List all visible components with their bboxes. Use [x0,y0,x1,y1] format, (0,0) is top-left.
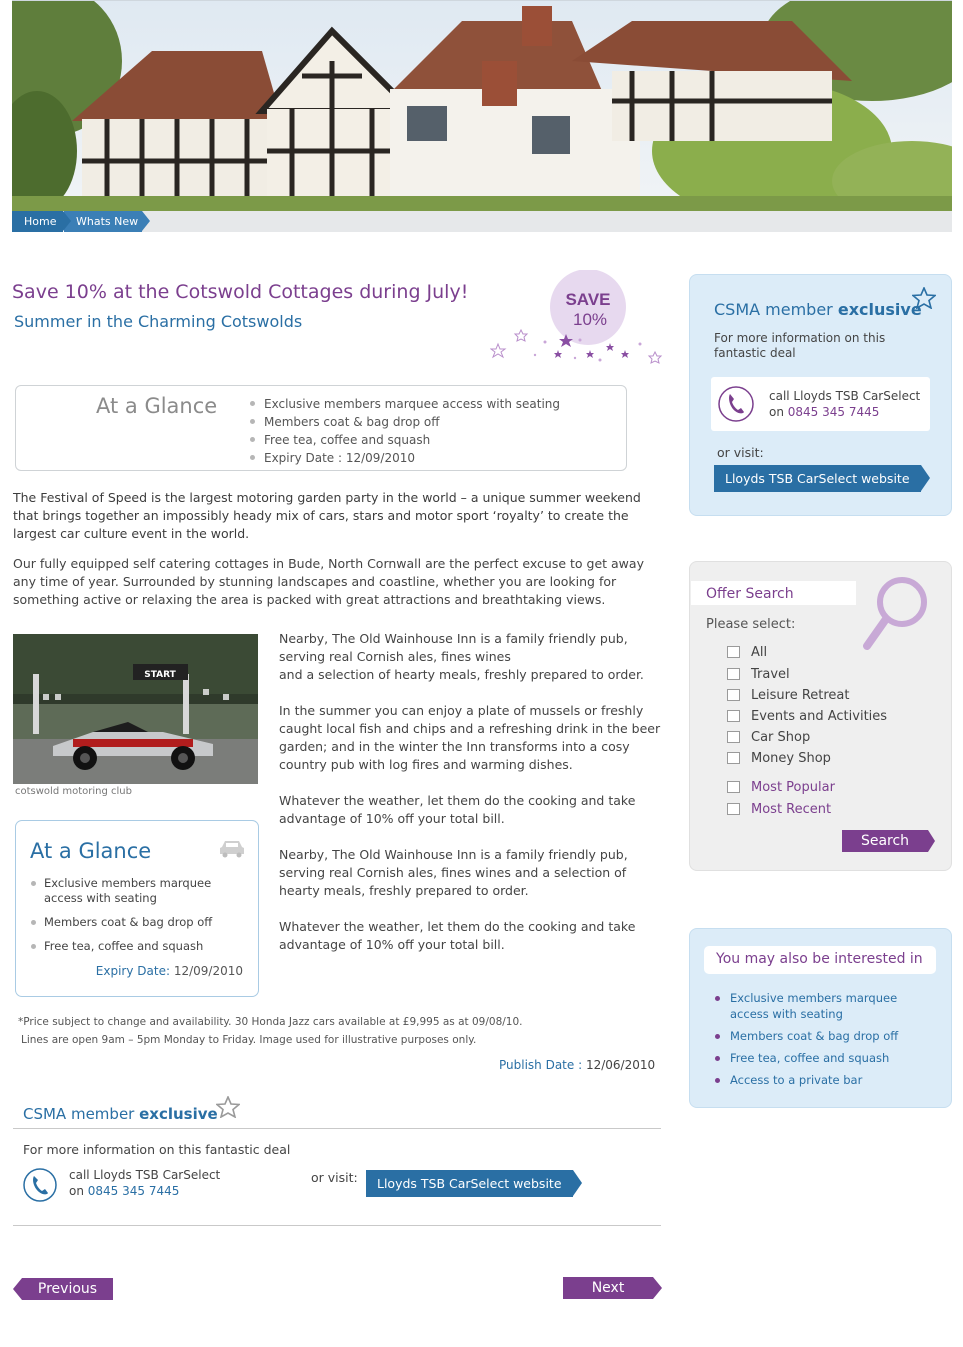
call-text: call Lloyds TSB CarSelect [769,389,921,403]
body-paragraph: Our fully equipped self catering cottages in Bude, North Cornwall are the perfect excuse to get away any time of year. Surrounded by stunning landscapes and coastline, whether you are looking for something active or relaxing the area is packed with great attractions and breathtaking views. [13,556,644,607]
related-offer-link[interactable]: Access to a private bar [714,1072,939,1088]
star-icon[interactable] [912,287,936,313]
race-car-photo [13,634,258,784]
magnifier-icon [862,572,932,656]
related-offer-link[interactable]: Exclusive members marquee access with seating [714,990,939,1022]
option-label: Money Shop [751,751,831,766]
related-offers-panel [689,928,952,1108]
option-label: Leisure Retreat [751,688,850,703]
checkbox[interactable] [727,752,740,764]
checkbox[interactable] [727,668,740,680]
option-label: Travel [751,667,790,682]
at-a-glance-list [248,395,560,467]
expiry-value: 12/09/2010 [173,964,243,978]
call-text: call Lloyds TSB CarSelect [69,1168,221,1182]
hero-image [12,0,952,211]
checkbox[interactable] [727,731,740,743]
checkbox[interactable] [727,646,740,658]
exclusive-title [23,1105,218,1123]
website-button[interactable]: Lloyds TSB CarSelect website [366,1170,573,1197]
footnote-line: Lines are open 9am – 5pm Monday to Friday. Image used for illustrative purposes only. [21,1034,477,1046]
related-offers-list [714,990,939,1094]
column-paragraph: In the summer you can enjoy a plate of mussels or freshly caught local fish and chips and a refreshing drink in the beer garden; and in the winter the Inn transforms into a cosy country pub with log fires and warming dishes. [279,703,661,772]
column-paragraph: Nearby, The Old Wainhouse Inn is a family friendly pub, serving real Cornish ales, fines wines and a selection of hearty meals, freshly prepared to order. [279,847,628,898]
save-badge [490,270,665,370]
list-item: Free tea, coffee and squash [30,939,250,954]
breadcrumb-home-link[interactable]: Home [12,211,64,232]
offer-search-panel [689,561,952,871]
breadcrumb [12,211,952,232]
list-item: Exclusive members marquee access with seating [30,876,250,906]
phone-number[interactable]: 0845 345 7445 [87,1184,180,1198]
badge-line2: 10% [572,310,608,329]
checkbox[interactable] [727,710,740,722]
or-visit-label: or visit: [717,445,764,460]
option-label: Most Popular [751,780,835,795]
related-offer-link[interactable]: Free tea, coffee and squash [714,1050,939,1066]
column-paragraph [279,630,669,684]
column-text: and a selection of hearty meals, freshly prepared to order. [279,667,644,682]
or-visit-label: or visit: [311,1170,358,1185]
exclusive-panel-title [714,300,922,319]
column-paragraph: Whatever the weather, let them do the cooking and take advantage of 10% off your total bill. [279,919,636,952]
car-icon [218,838,246,862]
breadcrumb-current[interactable]: Whats New [64,211,142,232]
checkbox[interactable] [727,781,740,793]
list-item: Free tea, coffee and squash [248,431,560,449]
divider [13,1128,661,1129]
call-info [769,388,920,420]
exclusive-title-bold: exclusive [837,300,922,319]
exclusive-title-prefix: CSMA member [23,1105,135,1123]
option-label: Most Recent [751,802,832,817]
phone-number[interactable]: 0845 345 7445 [787,405,880,419]
star-icon[interactable] [216,1096,240,1122]
phone-icon [22,1167,58,1207]
related-offers-title: You may also be interested in [716,951,923,967]
checkbox[interactable] [727,803,740,815]
publish-date [499,1058,655,1072]
call-on-text: on [769,405,784,419]
option-label: Car Shop [751,730,811,745]
list-item: Members coat & bag drop off [30,915,250,930]
call-info [69,1167,220,1199]
badge-line1: SAVE [565,290,611,309]
start-sign: START [144,670,176,680]
photo-caption: cotswold motoring club [15,786,132,797]
intro-paragraph: The Festival of Speed is the largest motoring garden party in the world – a unique summer weekend that brings together an impossibly heady mix of cars, stars and motor sport ‘royalty’ to create the largest car culture event in the world. [13,490,641,541]
exclusive-title-bold: exclusive [139,1105,218,1123]
exclusive-info: For more information on this fantastic deal [23,1142,291,1157]
expiry-label: Expiry Date: [95,964,170,978]
call-on-text: on [69,1184,84,1198]
call-box [711,377,930,431]
option-label: All [751,645,768,660]
at-a-glance-card-list [30,876,250,963]
column-text: Nearby, The Old Wainhouse Inn is a family friendly pub, serving real Cornish ales, fines wines [279,631,628,664]
list-item: Exclusive members marquee access with seating [248,395,560,413]
article-column [279,630,669,972]
offer-search-title: Offer Search [706,586,794,602]
expiry-date [96,964,243,978]
page-title: Save 10% at the Cotswold Cottages during July! [12,281,469,303]
at-a-glance-title: At a Glance [96,394,218,418]
publish-value: 12/06/2010 [585,1058,656,1072]
column-paragraph: Whatever the weather, let them do the cooking and take advantage of 10% off your total bill. [279,793,636,826]
option-label: Events and Activities [751,709,888,724]
footnote-line: *Price subject to change and availability. 30 Honda Jazz cars available at £9,995 as at 09/08/10. [18,1016,523,1028]
search-button[interactable]: Search [842,830,928,852]
exclusive-panel-info: For more information on this fantastic deal [714,331,886,360]
list-item: Expiry Date : 12/09/2010 [248,449,560,467]
at-a-glance-card-title: At a Glance [30,839,152,863]
previous-button[interactable]: Previous [22,1278,113,1300]
website-button[interactable]: Lloyds TSB CarSelect website [714,465,921,492]
list-item: Members coat & bag drop off [248,413,560,431]
offer-search-prompt: Please select: [706,617,796,632]
exclusive-panel [689,274,952,516]
phone-icon [717,384,755,428]
page-subtitle: Summer in the Charming Cotswolds [14,312,303,331]
checkbox[interactable] [727,689,740,701]
at-a-glance-card [15,820,259,997]
footnote [18,1013,522,1049]
related-offer-link[interactable]: Members coat & bag drop off [714,1028,939,1044]
next-button[interactable]: Next [563,1277,653,1299]
divider [13,1225,661,1226]
at-a-glance-box [15,385,627,471]
exclusive-title-prefix: CSMA member [714,300,833,319]
publish-label: Publish Date : [499,1058,583,1072]
